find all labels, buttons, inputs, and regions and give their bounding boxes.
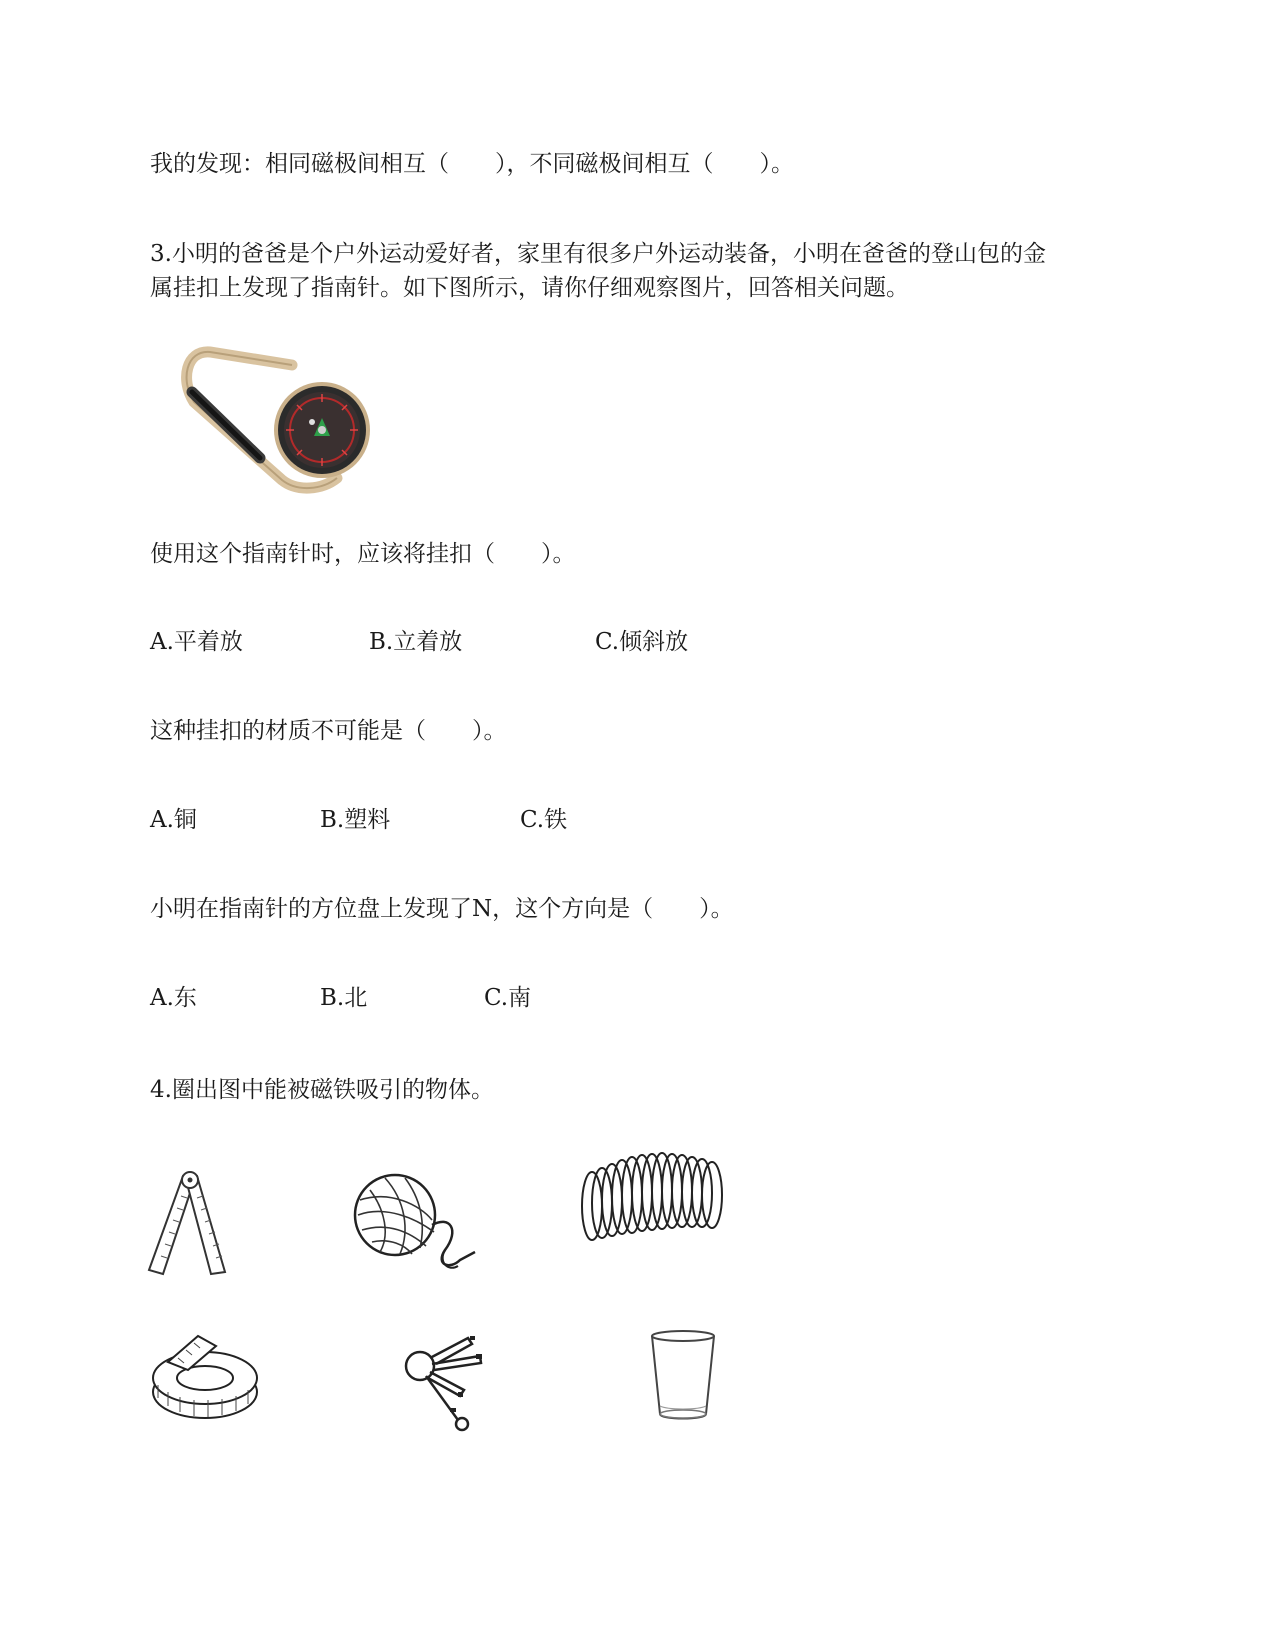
q3-sub2-option-a: A.铜 [150,807,197,833]
q2-finding: 我的发现：相同磁极间相互（ ），不同磁极间相互（ ）。 [150,151,794,177]
q4-prompt: 4.圈出图中能被磁铁吸引的物体。 [150,1077,494,1103]
q3-sub1-question: 使用这个指南针时，应该将挂扣（ ）。 [150,541,576,567]
q3-intro-line2: 属挂扣上发现了指南针。如下图所示，请你仔细观察图片，回答相关问题。 [150,275,909,301]
yarn-ball-icon [350,1170,490,1280]
q3-sub1-option-c: C.倾斜放 [595,629,689,655]
carabiner-compass-image [172,340,382,500]
q3-sub3-option-c: C.南 [484,985,532,1011]
glass-cup-icon [648,1328,718,1423]
q3-sub3-option-a: A.东 [150,985,197,1011]
tape-measure-icon [148,1330,263,1425]
q3-sub2-option-c: C.铁 [520,807,568,833]
keys-icon [398,1328,493,1433]
folding-ruler-icon [145,1168,235,1278]
q3-intro-line1: 3.小明的爸爸是个户外运动爱好者，家里有很多户外运动装备，小明在爸爸的登山包的金 [150,241,1046,267]
q3-sub1-option-b: B.立着放 [369,629,463,655]
q3-sub1-option-a: A.平着放 [150,629,243,655]
q3-sub3-question: 小明在指南针的方位盘上发现了N，这个方向是（ ）。 [150,896,734,922]
q3-sub2-option-b: B.塑料 [320,807,391,833]
q3-sub2-question: 这种挂扣的材质不可能是（ ）。 [150,718,507,744]
spring-icon [580,1146,730,1256]
q3-sub3-option-b: B.北 [320,985,368,1011]
